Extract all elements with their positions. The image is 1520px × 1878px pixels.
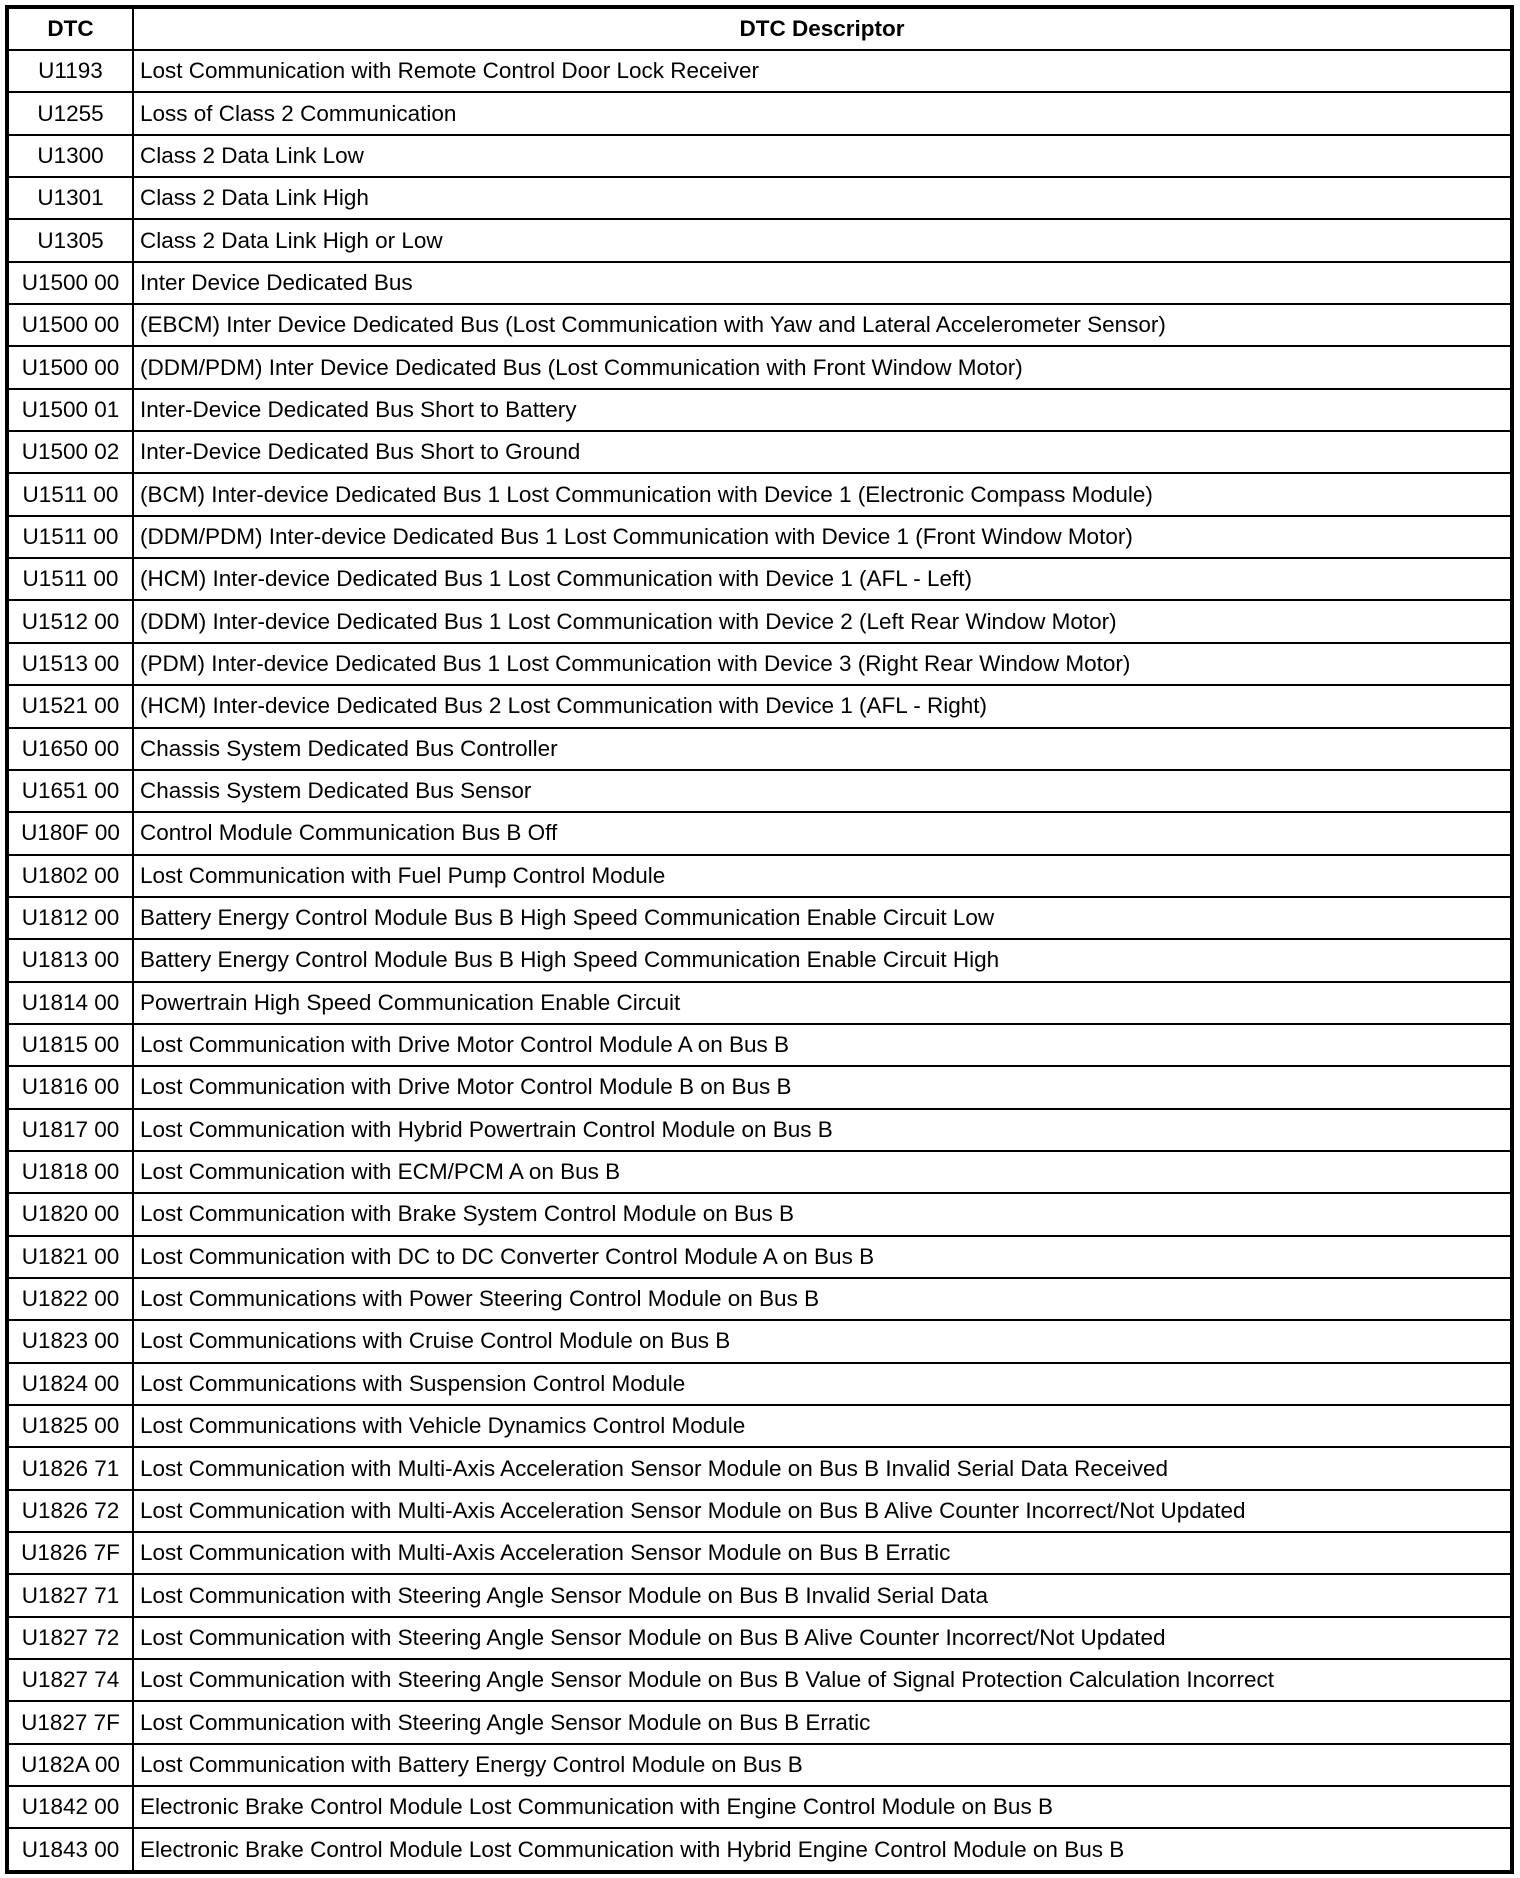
- table-row: [7, 1405, 1512, 1447]
- dtc-descriptor: Lost Communications with Vehicle Dynamics Control Module: [133, 1405, 1512, 1447]
- table-row: [7, 982, 1512, 1024]
- dtc-code: U1301: [7, 177, 133, 219]
- dtc-descriptor: (DDM) Inter-device Dedicated Bus 1 Lost Communication with Device 2 (Left Rear Window Motor): [133, 600, 1512, 642]
- dtc-descriptor: (HCM) Inter-device Dedicated Bus 2 Lost Communication with Device 1 (AFL - Right): [133, 685, 1512, 727]
- dtc-descriptor: Lost Communication with Brake System Control Module on Bus B: [133, 1193, 1512, 1235]
- dtc-code: U1821 00: [7, 1236, 133, 1278]
- dtc-descriptor: Lost Communication with Fuel Pump Control Module: [133, 855, 1512, 897]
- table-row: [7, 262, 1512, 304]
- table-row: [7, 1744, 1512, 1786]
- table-row: [7, 1320, 1512, 1362]
- dtc-code: U1823 00: [7, 1320, 133, 1362]
- dtc-descriptor: (PDM) Inter-device Dedicated Bus 1 Lost Communication with Device 3 (Right Rear Window Motor): [133, 643, 1512, 685]
- table-row: [7, 1447, 1512, 1489]
- table-row: [7, 770, 1512, 812]
- dtc-code: U1500 00: [7, 346, 133, 388]
- table-row: [7, 1659, 1512, 1701]
- dtc-descriptor: Inter Device Dedicated Bus: [133, 262, 1512, 304]
- dtc-code: U1816 00: [7, 1066, 133, 1108]
- header-row: [7, 7, 1512, 50]
- table-row: [7, 1617, 1512, 1659]
- dtc-descriptor: (DDM/PDM) Inter Device Dedicated Bus (Lost Communication with Front Window Motor): [133, 346, 1512, 388]
- dtc-descriptor: Class 2 Data Link High: [133, 177, 1512, 219]
- dtc-code: U1820 00: [7, 1193, 133, 1235]
- dtc-descriptor: Chassis System Dedicated Bus Controller: [133, 728, 1512, 770]
- dtc-code: U1842 00: [7, 1786, 133, 1828]
- dtc-descriptor: Lost Communication with Drive Motor Control Module A on Bus B: [133, 1024, 1512, 1066]
- table-row: [7, 177, 1512, 219]
- dtc-descriptor: Class 2 Data Link High or Low: [133, 219, 1512, 261]
- table-row: [7, 1828, 1512, 1872]
- dtc-descriptor: Battery Energy Control Module Bus B High Speed Communication Enable Circuit Low: [133, 897, 1512, 939]
- dtc-code: U1511 00: [7, 516, 133, 558]
- table-row: [7, 812, 1512, 854]
- dtc-code: U1305: [7, 219, 133, 261]
- table-row: [7, 1701, 1512, 1743]
- dtc-code: U1827 74: [7, 1659, 133, 1701]
- table-row: [7, 685, 1512, 727]
- table-row: [7, 1236, 1512, 1278]
- dtc-descriptor: Loss of Class 2 Communication: [133, 92, 1512, 134]
- dtc-descriptor: Electronic Brake Control Module Lost Communication with Engine Control Module on Bus B: [133, 1786, 1512, 1828]
- table-row: [7, 516, 1512, 558]
- table-row: [7, 304, 1512, 346]
- dtc-code: U1255: [7, 92, 133, 134]
- dtc-code: U1817 00: [7, 1109, 133, 1151]
- dtc-descriptor: Lost Communication with Remote Control Door Lock Receiver: [133, 50, 1512, 92]
- table-row: [7, 1066, 1512, 1108]
- dtc-descriptor: Lost Communications with Power Steering Control Module on Bus B: [133, 1278, 1512, 1320]
- dtc-descriptor: Chassis System Dedicated Bus Sensor: [133, 770, 1512, 812]
- dtc-descriptor: Electronic Brake Control Module Lost Communication with Hybrid Engine Control Module on Bus B: [133, 1828, 1512, 1872]
- table-row: [7, 1109, 1512, 1151]
- dtc-descriptor: Powertrain High Speed Communication Enable Circuit: [133, 982, 1512, 1024]
- dtc-code: U1843 00: [7, 1828, 133, 1872]
- dtc-code: U1813 00: [7, 939, 133, 981]
- dtc-descriptor: Lost Communications with Suspension Control Module: [133, 1363, 1512, 1405]
- dtc-descriptor: Lost Communication with ECM/PCM A on Bus B: [133, 1151, 1512, 1193]
- dtc-code: U1825 00: [7, 1405, 133, 1447]
- table-row: [7, 939, 1512, 981]
- dtc-code: U1822 00: [7, 1278, 133, 1320]
- dtc-code: U182A 00: [7, 1744, 133, 1786]
- dtc-code: U1500 02: [7, 431, 133, 473]
- dtc-descriptor: Lost Communication with Battery Energy Control Module on Bus B: [133, 1744, 1512, 1786]
- table-row: [7, 1278, 1512, 1320]
- dtc-descriptor: Lost Communication with Steering Angle Sensor Module on Bus B Value of Signal Protection Calculation Incorrect: [133, 1659, 1512, 1701]
- header-dtc: DTC: [7, 7, 133, 50]
- dtc-code: U1512 00: [7, 600, 133, 642]
- dtc-code: U1300: [7, 135, 133, 177]
- dtc-code: U1802 00: [7, 855, 133, 897]
- table-row: [7, 1532, 1512, 1574]
- dtc-descriptor: Battery Energy Control Module Bus B High Speed Communication Enable Circuit High: [133, 939, 1512, 981]
- dtc-code: U1521 00: [7, 685, 133, 727]
- dtc-code: U1651 00: [7, 770, 133, 812]
- dtc-code: U1814 00: [7, 982, 133, 1024]
- dtc-descriptor: Control Module Communication Bus B Off: [133, 812, 1512, 854]
- table-row: [7, 897, 1512, 939]
- table-row: [7, 1193, 1512, 1235]
- dtc-code: U1513 00: [7, 643, 133, 685]
- table-row: [7, 1490, 1512, 1532]
- dtc-descriptor: Inter-Device Dedicated Bus Short to Ground: [133, 431, 1512, 473]
- table-row: [7, 50, 1512, 92]
- dtc-code: U1826 71: [7, 1447, 133, 1489]
- table-row: [7, 431, 1512, 473]
- dtc-descriptor: Lost Communication with DC to DC Converter Control Module A on Bus B: [133, 1236, 1512, 1278]
- dtc-descriptor: Lost Communication with Multi-Axis Acceleration Sensor Module on Bus B Erratic: [133, 1532, 1512, 1574]
- dtc-code: U1826 72: [7, 1490, 133, 1532]
- dtc-code: U1826 7F: [7, 1532, 133, 1574]
- dtc-descriptor: (BCM) Inter-device Dedicated Bus 1 Lost Communication with Device 1 (Electronic Compass Module): [133, 473, 1512, 515]
- table-row: [7, 643, 1512, 685]
- dtc-code: U1815 00: [7, 1024, 133, 1066]
- table-row: [7, 346, 1512, 388]
- table-row: [7, 1363, 1512, 1405]
- dtc-descriptor: Lost Communication with Multi-Axis Acceleration Sensor Module on Bus B Alive Counter Incorrect/Not Updated: [133, 1490, 1512, 1532]
- dtc-code: U1511 00: [7, 558, 133, 600]
- dtc-descriptor: Lost Communication with Hybrid Powertrain Control Module on Bus B: [133, 1109, 1512, 1151]
- table-row: [7, 1024, 1512, 1066]
- dtc-descriptor: (EBCM) Inter Device Dedicated Bus (Lost Communication with Yaw and Lateral Accelerometer Sensor): [133, 304, 1512, 346]
- dtc-descriptor: Lost Communications with Cruise Control Module on Bus B: [133, 1320, 1512, 1362]
- dtc-code: U1812 00: [7, 897, 133, 939]
- dtc-code: U1500 00: [7, 304, 133, 346]
- header-descriptor: DTC Descriptor: [133, 7, 1512, 50]
- dtc-descriptor: Lost Communication with Drive Motor Control Module B on Bus B: [133, 1066, 1512, 1108]
- table-row: [7, 558, 1512, 600]
- table-row: [7, 855, 1512, 897]
- dtc-code: U1827 7F: [7, 1701, 133, 1743]
- dtc-code: U1818 00: [7, 1151, 133, 1193]
- table-row: [7, 473, 1512, 515]
- table-row: [7, 1151, 1512, 1193]
- dtc-code: U1500 00: [7, 262, 133, 304]
- table-row: [7, 219, 1512, 261]
- dtc-code: U1827 71: [7, 1574, 133, 1616]
- dtc-descriptor: Class 2 Data Link Low: [133, 135, 1512, 177]
- dtc-descriptor: (DDM/PDM) Inter-device Dedicated Bus 1 Lost Communication with Device 1 (Front Window Motor): [133, 516, 1512, 558]
- dtc-descriptor: (HCM) Inter-device Dedicated Bus 1 Lost Communication with Device 1 (AFL - Left): [133, 558, 1512, 600]
- table-row: [7, 600, 1512, 642]
- dtc-code: U1650 00: [7, 728, 133, 770]
- table-row: [7, 1786, 1512, 1828]
- table-row: [7, 728, 1512, 770]
- dtc-descriptor: Lost Communication with Steering Angle Sensor Module on Bus B Invalid Serial Data: [133, 1574, 1512, 1616]
- dtc-descriptor: Lost Communication with Multi-Axis Acceleration Sensor Module on Bus B Invalid Serial Data Received: [133, 1447, 1512, 1489]
- dtc-descriptor: Inter-Device Dedicated Bus Short to Battery: [133, 389, 1512, 431]
- dtc-descriptor: Lost Communication with Steering Angle Sensor Module on Bus B Erratic: [133, 1701, 1512, 1743]
- dtc-code: U1500 01: [7, 389, 133, 431]
- dtc-code: U1193: [7, 50, 133, 92]
- dtc-code: U1824 00: [7, 1363, 133, 1405]
- dtc-code: U1827 72: [7, 1617, 133, 1659]
- table-row: [7, 389, 1512, 431]
- dtc-table: [5, 5, 1514, 1874]
- dtc-descriptor: Lost Communication with Steering Angle Sensor Module on Bus B Alive Counter Incorrect/Not Updated: [133, 1617, 1512, 1659]
- table-row: [7, 135, 1512, 177]
- dtc-code: U1511 00: [7, 473, 133, 515]
- table-row: [7, 1574, 1512, 1616]
- dtc-code: U180F 00: [7, 812, 133, 854]
- table-row: [7, 92, 1512, 134]
